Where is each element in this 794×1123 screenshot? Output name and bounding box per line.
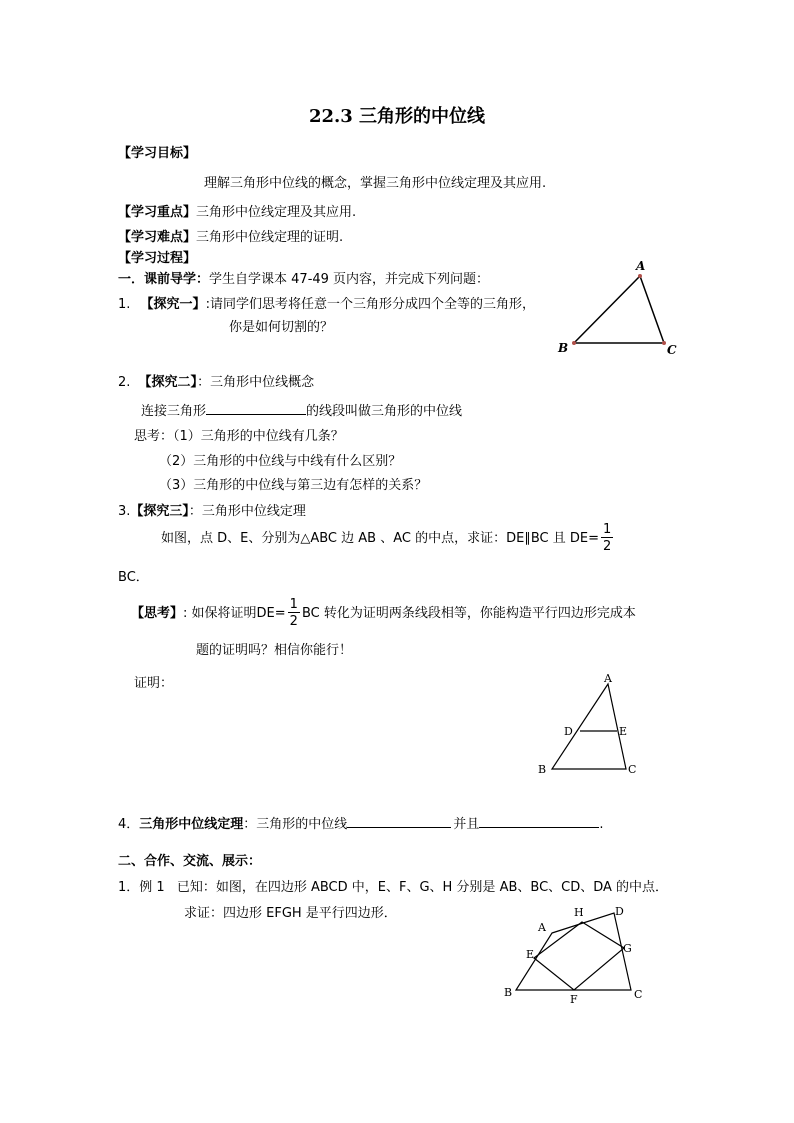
fig2-vertex-a: A [604, 672, 612, 685]
example-num: 1．例 1 [118, 880, 165, 895]
explore1-line1 [118, 298, 535, 311]
fig2-point-e: E [619, 725, 628, 738]
vertex-b-label: B [558, 341, 569, 355]
explore3-num: 3. [118, 504, 131, 519]
explore2-num: 2. [118, 375, 131, 390]
theorem-num: 4． [118, 817, 140, 832]
fig3-point-e: E [526, 948, 535, 961]
proof-label: 证明： [134, 676, 174, 691]
section1-label: 一．课前导学： [118, 272, 210, 287]
explore3-body-end: BC． [118, 570, 149, 585]
section2-label: 二、合作、交流、展示： [118, 854, 262, 869]
theorem-middle: 并且 [453, 817, 480, 832]
think-prefix: : 如保将证明DE= [183, 605, 286, 621]
objectives-text: 理解三角形中位线的概念，掌握三角形中位线定理及其应用. [204, 176, 547, 191]
fraction-one-half [601, 523, 613, 553]
question-1: 思考：（1）三角形的中位线有几条？ [134, 429, 344, 444]
fraction-denominator: 2 [602, 539, 612, 554]
difficulty-text: 三角形中位线定理的证明. [196, 230, 344, 245]
question-3: （3）三角形的中位线与第三边有怎样的关系？ [159, 478, 428, 493]
fig3-point-g: G [623, 942, 632, 955]
explore2-label: 【探究二】 [138, 375, 198, 390]
explore1-line2: 你是如何切割的？ [229, 320, 334, 335]
explore1-text: :请同学们思考将任意一个三角形分成四个全等的三角形， [205, 297, 535, 312]
example-prove: 求证：四边形 EFGH 是平行四边形． [184, 906, 397, 921]
page-title: 22.3 三角形的中位线 [308, 106, 486, 127]
difficulty [118, 231, 343, 244]
theorem-blank-2[interactable] [479, 815, 599, 828]
think-fraction-numerator: 1 [289, 597, 298, 612]
definition-prefix: 连接三角形 [141, 404, 207, 419]
think-line1 [131, 598, 636, 628]
vertex-c-label: C [667, 343, 677, 357]
explore2-definition [141, 402, 462, 418]
vertex-c-dot [662, 341, 666, 345]
vertex-a-dot [638, 274, 642, 278]
theorem-prefix: ：三角形的中位线 [243, 817, 348, 832]
quadrilateral-efgh-shape [534, 922, 624, 990]
explore1-label: 【探究一】 [140, 297, 206, 312]
fig3-vertex-d: D [615, 905, 624, 918]
explore1-num: 1. [118, 297, 131, 312]
explore3-body [161, 523, 615, 553]
key-point-label: 【学习重点】 [118, 205, 197, 220]
think-fraction-one-half [288, 598, 300, 628]
theorem-label: 三角形中位线定理 [139, 817, 244, 832]
question-2: （2）三角形的中位线与中线有什么区别？ [159, 454, 402, 469]
fig3-vertex-a: A [538, 921, 546, 934]
section1-text: 学生自学课本 47-49 页内容，并完成下列问题： [209, 272, 490, 287]
difficulty-label: 【学习难点】 [118, 230, 197, 245]
fraction-numerator: 1 [602, 522, 612, 537]
think-line2: 题的证明吗？相信你能行！ [196, 643, 353, 658]
explore3-body-text: 如图，点 D、E、分别为△ABC 边 AB 、AC 的中点，求证：DE∥BC 且 DE= [161, 530, 599, 546]
triangle-figure-2 [530, 670, 650, 780]
fig2-vertex-b: B [538, 763, 547, 776]
fig2-vertex-c: C [628, 763, 637, 776]
vertex-b-dot [572, 341, 576, 345]
think-fraction-denominator: 2 [289, 614, 298, 629]
process-heading: 【学习过程】 [118, 251, 197, 266]
example-line [118, 881, 668, 894]
think-suffix: BC 转化为证明两条线段相等，你能构造平行四边形完成本 [301, 605, 636, 621]
explore3-label: 【探究三】 [130, 504, 189, 519]
objectives-heading: 【学习目标】 [118, 146, 197, 161]
definition-suffix: 的线段叫做三角形的中位线 [306, 404, 463, 419]
fig3-vertex-c: C [634, 988, 643, 1001]
fig3-point-h: H [574, 906, 584, 919]
fig2-point-d: D [564, 725, 573, 738]
definition-blank[interactable] [206, 402, 306, 415]
explore2-title [118, 376, 314, 389]
explore3-title [118, 505, 306, 518]
fig3-vertex-b: B [504, 986, 513, 999]
triangle-abc-shape [574, 276, 664, 343]
key-point [118, 206, 356, 219]
fig3-point-f: F [570, 993, 578, 1006]
explore2-title-text: ：三角形中位线概念 [197, 375, 315, 390]
theorem-line [118, 815, 603, 831]
key-point-text: 三角形中位线定理及其应用. [196, 205, 357, 220]
explore3-title-text: ：三角形中位线定理 [188, 504, 306, 519]
think-label: 【思考】 [131, 605, 184, 621]
theorem-end: . [599, 817, 604, 832]
vertex-a-label: A [636, 259, 646, 273]
quadrilateral-figure [498, 898, 658, 1010]
example-text: 已知：如图，在四边形 ABCD 中，E、F、G、H 分别是 AB、BC、CD、DA 的中点． [176, 880, 669, 895]
section1 [118, 273, 489, 286]
theorem-blank-1[interactable] [347, 815, 451, 828]
triangle-figure-1 [550, 256, 690, 360]
